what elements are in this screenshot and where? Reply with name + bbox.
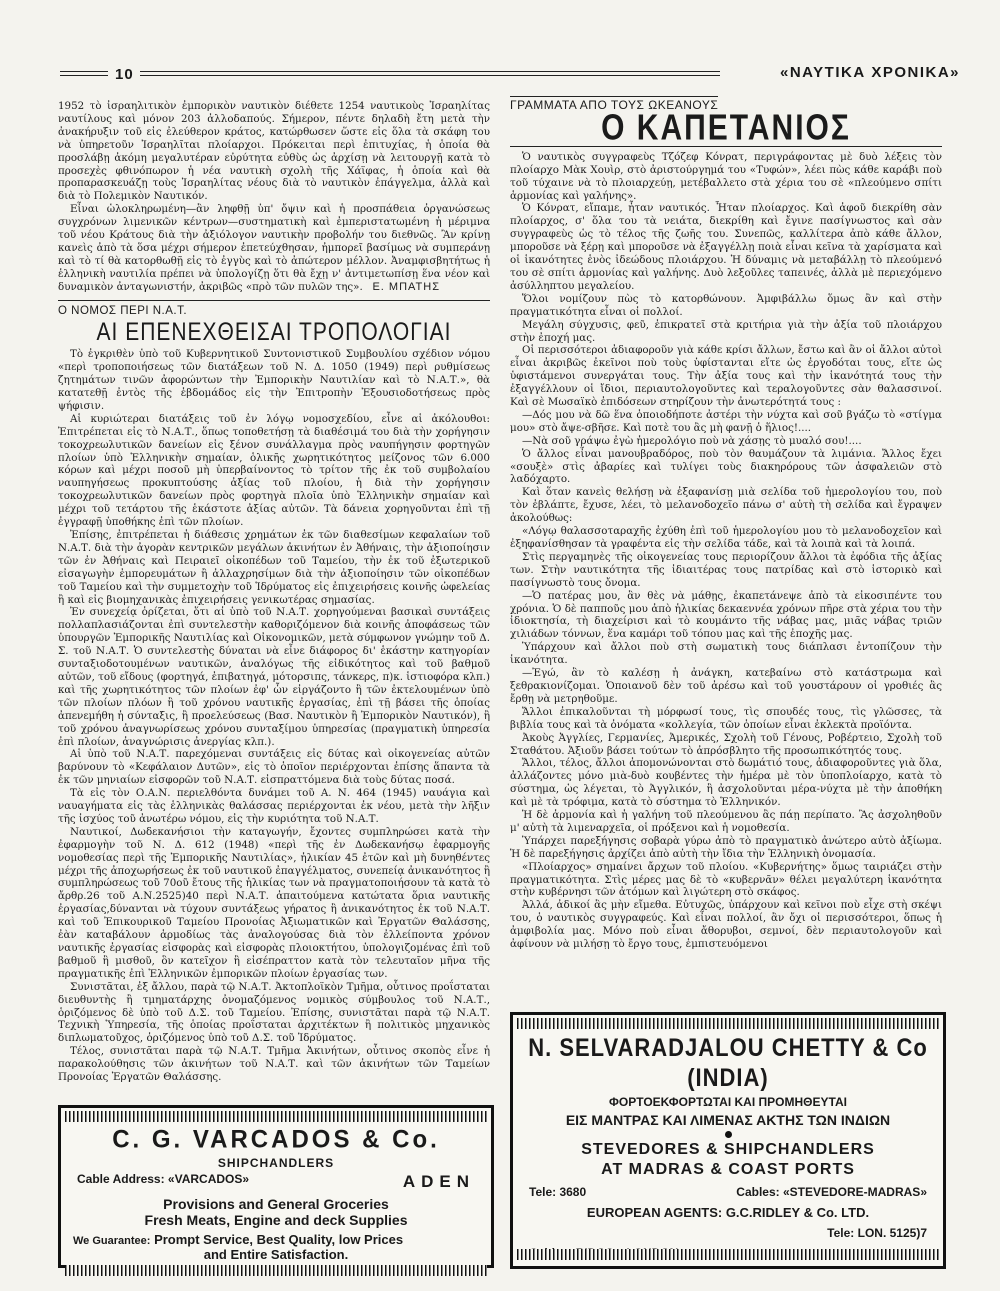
article-paragraph: Ἄλλοι ἐπικαλοῦνται τὴ μόρφωσί τους, τὶς σπουδές τους, τὶς γλῶσσες, τὰ βιβλία τους καὶ τὰ ὀνόματα «κολλεγία, τῶν ὁποίων εἶναι ἐκλεκτὰ προϊόντα. [510, 705, 942, 731]
header-rule [140, 71, 720, 76]
article-paragraph: Ἄλλοι, τέλος, ἄλλοι ἀπομονώνονται στὸ δωμάτιό τους, ἀδιαφοροῦντες γιὰ ὅλα, ἀλλάζοντες μόνο μιὰ-δυὸ κουβέντες τὴν ἡμέρα μὲ τὸν ὑποπλοίαρχο, κατὰ τὸ σύστημα, ὡς λέγεται, τὸ Ἀγγλικόν, ἢ ἀσχολοῦνται μέρα-νύχτα μὲ τὴν ἀποθήκη καὶ μὲ τὰ τρόφιμα, κατὰ τὸ σύστημα τὸ Ἑλληνικόν. [510, 757, 942, 809]
ad-line: Provisions and General Groceries [163, 1196, 389, 1212]
ad-guarantee-label: We Guarantee: [73, 1235, 151, 1247]
article-paragraph: «Λόγῳ θαλασσοταραχῆς ἐχύθη ἐπὶ τοῦ ἡμερολογίου μου τὸ μελανοδοχεῖον καὶ ἐξηφανίσθησαν τὰ γραφέντα εἰς τὴν σελίδα τάδε, καὶ τὰ λοιπὰ καὶ τὰ λοιπά. [510, 525, 942, 550]
chetty-advertisement [510, 1012, 946, 1269]
article-paragraph: Ἡ δὲ ἁρμονία καὶ ἡ γαλήνη τοῦ πλεούμενου ἂς πάῃ περίπατο. Ἂς ἀσχοληθοῦν μ' αὐτὴ τὰ λιμεναρχεῖα, οἱ πρόξενοι καὶ ἡ νομοθεσία. [510, 809, 942, 834]
article-paragraph: Τέλος, συνιστᾶται παρὰ τῷ Ν.Α.Τ. Τμῆμα Ἀκινήτων, οὗτινος σκοπὸς εἶνε ἡ παρακολούθησις τῶν ἀκινήτων τοῦ Ν.Α.Τ. καὶ τῶν ἀκινήτων τῶν Ταμείων Προνοίας Ἐργατῶν Θαλάσσης. [58, 1045, 490, 1084]
ad-greek-line: ΦΟΡΤΟΕΚΦΟΡΤΩΤΑΙ ΚΑΙ ΠΡΟΜΗΘΕΥΤΑΙ [609, 1095, 847, 1109]
ad-guarantee [61, 1232, 491, 1247]
ad-city: ADEN [402, 1172, 475, 1191]
page-number: 10 [115, 66, 134, 83]
header-rule-left [60, 71, 108, 76]
article-paragraph: Ὑπάρχει παρεξήγησις σοβαρὰ γύρω ἀπὸ τὸ πραγματικὸ ἀνώτερο αὐτὸ ἀξίωμα. Ἡ δὲ παρεξήγησις ἀρχίζει ἀπὸ αὐτὴ τὴν ἴδια τὴν Ἑλληνικὴ ὀνομασία. [510, 834, 942, 860]
article-paragraph: Ναυτικοί, Δωδεκανήσιοι τὴν καταγωγήν, ἔχοντες συμπληρώσει κατὰ τὴν ἐφαρμογὴν τοῦ Ν. Δ. 612 (1948) «περὶ τῆς ἐν Δωδεκανήσῳ ἐφαρμογῆς νομοθεσίας περὶ τῆς Ἐμπορικῆς Ναυτιλίας», ἡλικίαν 45 ἐτῶν καὶ μὴ δυνηθέντες μέχρι τῆς ἀποχωρήσεως ἐκ τοῦ ναυτικοῦ ἐπαγγέλματος, συνεπείᾳ ἀνικανότητος ἢ συμπληρώσεως τοῦ 70οῦ ἔτους τῆς ἡλικίας των νὰ πραγματοποιήσουν τὰ κατὰ τὸ ἄρθρ.26 τοῦ Α.Ν.2525)40 περὶ Ν.Α.Τ. ἀπαιτούμενα κατώτατα ὅρια ναυτικῆς ἐργασίας,δύνανται νὰ τύχουν συντάξεως γήρατος ἢ ἀνικανότητος ἐκ τοῦ Ν.Α.Τ. καὶ τοῦ Ἐπικουρικοῦ Ταμείου Προνοίας Ἀξιωματικῶν καὶ Ἐργατῶν Θαλάσσης, ἐὰν καταβάλουν ἁρμοδίως τὰς ἀναλογούσας διὰ τὸν ἐλλείποντα χρόνον ναυτικῆς ἐργασίας εἰσφορὰς καὶ εἰσφορὰς πλοιοκτήτου, ὑπολογιζομένας ἐπὶ τοῦ βαθμοῦ ἢ μισθοῦ, ὃν κατεῖχον ἢ εἰσέπραττον κατὰ τὸν τελευταῖον μῆνα τῆς πραγματικῆς ἐπὶ Ἑλληνικῶν ἐμπορικῶν πλοίων ἐργασίας των. [58, 825, 490, 980]
ad-subtitle: SHIPCHANDLERS [217, 1156, 335, 1170]
article-paragraph: Ὁ ἄλλος εἶναι μανουβραδόρος, ποὺ τὸν θαυμάζουν τὰ λιμάνια. Ἄλλος ἔχει «σουξὲ» στὶς ἀβαρίες καὶ τυλίγει τοὺς διακηρόρους τῶν ἀσφαλειῶν στὸ λαδόχαρτο. [510, 447, 942, 486]
article-paragraph: Αἱ κυριώτεραι διατάξεις τοῦ ἐν λόγῳ νομοσχεδίου, εἶνε αἱ ἀκόλουθοι: Ἐπιτρέπεται εἰς τὸ Ν.Α.Τ., ὅπως τοποθετήσῃ τὰ διαθέσιμά του διὰ τὴν χορήγησιν τοκοχρεωλυτικῶν δανείων εἰς ξένον συνάλλαγμα πρὸς ναυπήγησιν φορτηγῶν πλοίων ὑπὸ Ἑλληνικὴν σημαίαν, ὁλικῆς χωρητικότητος μείζονος τῶν 6.000 κόρων καὶ μέχρι ποσοῦ μὴ ὑπερβαίνοντος τὸ τρίτον τῆς ἐκ τοῦ συμβολαίου ναυπηγήσεως προκυπτούσης ἀξίας τοῦ πλοίου, ἡ διὰ τὴν χορήγησιν τοκοχρεωλυτικῶν δανείων πρὸς φορτηγὰ πλοῖα ὑπὸ Ἑλληνικὴν σημαίαν καὶ μέχρι τοῦ τετάρτου τῆς ἑκάστοτε ἀξίας αὐτῶν. Τὰ δάνεια χορηγοῦνται ἐπὶ τῇ ἐγγραφῇ ὑποθήκης ἐπὶ τῶν πλοίων. [58, 412, 490, 529]
ad-line: Fresh Meats, Engine and deck Supplies [144, 1212, 408, 1228]
article-paragraph: Ἀλλά, ἀδικοί ἂς μὴν εἴμεθα. Εὐτυχῶς, ὑπάρχουν καὶ κεῖνοι ποὺ εἶχε στὴ σκέψι του, ὁ ναυτικὸς συγγραφεύς. Καὶ εἶναι πολλοί, ἂν ὄχι οἱ περισσότεροι, ὅπως ἡ ἀμφιβολία μας. Μόνο ποὺ εἶναι ἄθορυβοι, σεμνοί, δὲν περιαυτολογοῦν καὶ ἀφίνουν νὰ μιλήσῃ τὸ ἔργο τους, ἐμπιστευόμενοι [510, 899, 942, 951]
article-kicker: Ο ΝΟΜΟΣ ΠΕΡΙ Ν.Α.Τ. [58, 304, 188, 317]
ad-contact-row [513, 1185, 943, 1199]
ad-english-line: AT MADRAS & COAST PORTS [601, 1161, 855, 1178]
ad-tele-london: Tele: LON. 5125)7 [827, 1226, 927, 1240]
article-paragraph: Εἶναι ὡλοκληρωμένη—ἂν ληφθῇ ὑπ' ὄψιν καὶ ἡ προσπάθεια ὀργανώσεως συγχρόνων λιμενικῶν κέντρων—συστηματικὴ καὶ ἐμπεριστατωμένη ἡ μέριμνα τοῦ νέου Κράτους διὰ τὴν ἀξιόλογον ναυτικὴν προβολήν του διεθνῶς. Ἂν κρίνῃ κανεὶς ἀπὸ τὰ ὅσα μέχρι σήμερον ἐπετεύχθησαν, ἠμπορεῖ βασίμως νὰ συμπεράνῃ καὶ τὸ τί θὰ κατορθωθῇ εἰς τὸ ἐγγὺς καὶ τὸ ἀπώτερον μέλλον. Ἀναμφισβητήτως ἡ ἑλληνικὴ ναυτιλία πρέπει νὰ ὑπολογίζῃ ὅτι θὰ ἔχῃ ν' ἀντιμετωπίσῃ ἕνα νέον καὶ δυναμικὸν ἀνταγωνιστήν, ἀκριβῶς «πρὸ τῶν πυλῶν της». [58, 203, 490, 293]
article-paragraph: Ἀκοὺς Ἀγγλίες, Γερμανίες, Ἀμερικές, Σχολὴ τοῦ Γένους, Ροβέρτειο, Σχολὴ τοῦ Σταθάτου. Ἀξιοῦν βάσει τούτων τὸ ἀπρόσβλητο τῆς προσωπικότητός τους. [510, 731, 942, 757]
right-column [510, 96, 942, 951]
ad-cable-address: Cable Address: «VARCADOS» [77, 1172, 250, 1186]
article-paragraph: Αἱ ὑπὸ τοῦ Ν.Α.Τ. παρεχόμεναι συντάξεις εἰς δύτας καὶ οἰκογενείας αὐτῶν βαρύνουν τὸ «Κεφάλαιον Δυτῶν», εἰς τὸ ὁποῖον περιέρχονται ἐπίσης ἅπαντα τὰ ἐκ τῶν μηνιαίων εἰσφορῶν τοῦ Ν.Α.Τ. εἰσπραττόμενα διὰ τοὺς δύτας ποσά. [58, 748, 490, 787]
article-paragraph: Ἐν συνεχείᾳ ὁρίζεται, ὅτι αἱ ὑπὸ τοῦ Ν.Α.Τ. χορηγούμεναι βασικαὶ συντάξεις πολλαπλασιάζονται ἐπὶ συντελεστὴν καθοριζόμενον διὰ κοινῆς ἀποφάσεως τῶν ὑπουργῶν Ἐμπορικῆς Ναυτιλίας καὶ Οἰκονομικῶν, μετὰ σύμφωνον γνώμην τοῦ Δ. Σ. τοῦ Ν.Α.Τ. Ὁ συντελεστὴς δύναται νὰ εἶνε διάφορος δι' ἑκάστην κατηγορίαν συνταξιοδοτουμένων ναυτικῶν, ἀναλόγως τῆς εἰδικότητος καὶ τοῦ βαθμοῦ αὐτῶν, τοῦ εἴδους (φορτηγά, ἐπιβατηγά, μότορσιπς, τάνκερς, π)κ. ἱστιοφόρα κλπ.) καὶ τῆς χωρητικότητος τῶν πλοίων ἐφ' ὧν εἰργάζοντο ἢ τῶν ἐκτελουμένων ὑπὸ τῶν πλοίων πλόων ἢ τοῦ χρόνου ναυτικῆς ἐργασίας, ἐπὶ τῇ βάσει τῆς ὁποίας ἀπενεμήθη ἡ σύνταξις, ἢ προελεύσεως (Βασ. Ναυτικὸν ἢ Ἐμπορικὸν Ναυτικόν), ἢ τοῦ χρόνου ἀναγνωρίσεως χρόνου συνταξίμου ὑπηρεσίας (πραγματικὴ ὑπηρεσία ἐπὶ πλοίων, ἀναγνώρισις ἀνεργίας κλπ.). [58, 606, 490, 748]
ad-greek-line: ΕΙΣ ΜΑΝΤΡΑΣ ΚΑΙ ΛΙΜΕΝΑΣ ΑΚΤΗΣ ΤΩΝ ΙΝΔΙΩΝ [565, 1112, 891, 1128]
page-header [60, 58, 960, 88]
article-paragraph: 1952 τὸ ἰσραηλιτικὸν ἐμπορικὸν ναυτικὸν διέθετε 1254 ναυτικοὺς Ἰσραηλίτας ναυτίλους καὶ μόνον 203 ἀλλοδαπούς. Σήμερον, πέντε δηλαδὴ ἔτη μετὰ τὴν ἀνακήρυξιν τοῦ εἰς ἐλεύθερον κράτος, κατώρθωσεν ὥστε εἰς ὅλα τὰ σκάφη του νὰ ὑπηρετοῦν Ἰσραηλῖται πλοίαρχοι. Πρόκειται περὶ ἐπιτυχίας, ἡ ὁποία θὰ προσλάβῃ ἀκόμη μεγαλυτέραν εὐρύτητα εὐθὺς ὡς ἀρχίσῃ νὰ λειτουργῇ κατὰ τὸ προσεχὲς φθινόπωρον ἡ νέα ναυτικὴ σχολὴ τῆς Χάϊφας, ἡ ὁποία καὶ θὰ προπαρασκευάζῃ τοὺς Ἰσραηλίτας νέους διὰ τὸ ναυτικὸν ἐπάγγελμα, ἀλλὰ καὶ διὰ τὸ Πολεμικὸν Ναυτικόν. [58, 100, 490, 203]
article-paragraph: Ὑπάρχουν καὶ ἄλλοι ποὺ στὴ σωματικὴ τους διάπλασι ἐντοπίζουν τὴν ἱκανότητα. [510, 641, 942, 667]
article-paragraph: —Ἐγώ, ἂν τὸ καλέσῃ ἡ ἀνάγκη, κατεβαίνω στὸ κατάστρωμα καὶ ξεθρακιονίζομαι. Ὁποιανοῦ δὲν τοῦ ἀρέσω καὶ τοῦ γουστάρουν οἱ γροθιές ἂς ἔρθῃ νὰ μετρηθοῦμε. [510, 667, 942, 705]
article-paragraph: —Νὰ σοῦ γράψω ἐγὼ ἡμερολόγιο ποὺ νὰ χάσῃς τὸ μυαλό σου!.... [522, 434, 862, 447]
ad-agents: EUROPEAN AGENTS: G.C.RIDLEY & Co. LTD. [586, 1205, 870, 1220]
ad-tele: Tele: 3680 [529, 1185, 587, 1199]
varcados-advertisement [58, 1105, 494, 1268]
article-headline: Ο ΚΑΠΕΤΑΝΙΟΣ [601, 108, 851, 149]
ad-border-stripe [65, 1265, 487, 1276]
ad-border-stripe [517, 1018, 939, 1029]
ad-cables: Cables: «STEVEDORE-MADRAS» [736, 1185, 927, 1199]
ad-border-stripe [517, 1249, 939, 1260]
article-paragraph: «Πλοίαρχος» σημαίνει ἄρχων τοῦ πλοίου. «Κυβερνήτης» ὅμως ταιριάζει στὴν πραγματικότητα. Στὶς μέρες μας δὲ τὸ «κυβερνᾶν» θέλει μεγαλύτερη ἱκανότητα στὴν κυβέρνησι τῶν ἀτόμων καὶ λιγώτερη στὸ σκάφος. [510, 860, 942, 899]
ad-contact-row [61, 1172, 491, 1192]
article-paragraph: Τὰ εἰς τὸν Ο.Α.Ν. περιελθόντα δυνάμει τοῦ Α. Ν. 464 (1945) ναυάγια καὶ ναυαγήματα εἰς τὰς ἑλληνικὰς θαλάσσας περιέρχονται ἐκ νέου, μετὰ τὴν λῆξιν τῆς ἰσχύος τοῦ ἀνωτέρω νόμου, εἰς τὴν κυριότητα τοῦ Ν.Α.Τ. [58, 787, 490, 825]
ad-company-name: N. SELVARADJALOU CHETTY & Co (INDIA) [528, 1033, 928, 1092]
section-divider [58, 300, 490, 301]
article-paragraph: Καὶ ὅταν κανεὶς θελήσῃ νὰ ἐξαφανίσῃ μιὰ σελίδα τοῦ ἡμερολογίου του, ποὺ τὸν ἐβλάπτε, ἔχυσε, λέει, τὸ μελανοδοχεῖο πάνω σ' αὐτὴ τὴ σελίδα καὶ ἔγραψεν ἀκολούθως: [510, 486, 942, 525]
ad-bullet [725, 1131, 732, 1138]
article-paragraph: Ὅλοι νομίζουν πὼς τὸ κατορθώνουν. Ἀμφιβάλλω ὅμως ἂν καὶ στὴν πραγματικότητα εἶναι οἱ πολλοί. [510, 292, 942, 318]
article-paragraph: Ὁ Κόνρατ, εἴπαμε, ἦταν ναυτικός. Ἦταν πλοίαρχος. Καὶ ἀφοῦ διεκρίθη σὰν πλοίαρχος, σ' ὅλα του τὰ νειάτα, διεκρίθη καὶ ἔγινε πασίγνωστος καὶ σὰν συγγραφεὺς ὡς τὸ τέλος τῆς ζωῆς του. Συνεπῶς, καλλίτερα ἀπὸ κάθε ἄλλον, μποροῦσε νὰ ξέρῃ καὶ μποροῦσε νὰ ἐξαγγέλλῃ ποιὰ εἶναι κεῖνα τὰ χαρίσματα καὶ οἱ ἱκανότητες ἑνὸς ἰδεώδους πλοιάρχου. Ἡ δύναμις νὰ μεταβάλλῃ τὸ πλεούμενό του σὲ σπίτι ἁρμονίας καὶ γαλήνης. Δυὸ λεξοῦλες ταπεινές, ἀλλὰ μὲ περιεχόμενο ἀσύλληπτου μεγαλείου. [510, 202, 942, 292]
article-paragraph: Στὶς περγαμηνὲς τῆς οἰκογενείας τους περιορίζουν ἄλλοι τὰ ἐφόδια τῆς ἀξίας των. Στὴν ναυτικότητα τῆς ἰδιαιτέρας τους πατρίδας καὶ στὸ ἱστορικὸ καὶ πασίγνωστὸ τους ὄνομα. [510, 550, 942, 589]
article-paragraph: Τὸ ἐγκριθὲν ὑπὸ τοῦ Κυβερνητικοῦ Συντονιστικοῦ Συμβουλίου σχέδιον νόμου «περὶ τροποποιήσεως τῶν διατάξεων τοῦ Ν. Δ. 1050 (1949) περὶ ρυθμίσεως ζητημάτων τινῶν ἀφορώντων τὴν Ἐμπορικὴν Ναυτιλίαν καὶ τὸ Ν.Α.Τ.», θὰ κατατεθῇ ἐντὸς τῆς ἑβδομάδος εἰς τὴν Ἐπιτροπὴν Ἐξουσιοδοτήσεως πρὸς ψήφισιν. [58, 348, 490, 412]
article-paragraph: Ὁ ναυτικὸς συγγραφεὺς Τζόζεφ Κόνρατ, περιγράφοντας μὲ δυὸ λέξεις τὸν πλοίαρχο Μὰκ Χουὶρ, στὸ ἀριστούργημά του «Τυφών», λέει πὼς κάθε καράβι ποὺ τοῦ τύχαινε νὰ τὸ πλοιαρχεύῃ, μετέβαλλετο στὰ χέρια του σὲ «πλεούμενο σπίτι ἁρμονίας καὶ γαλήνης». [510, 150, 942, 202]
article-paragraph: Ἐπίσης, ἐπιτρέπεται ἡ διάθεσις χρημάτων ἐκ τῶν διαθεσίμων κεφαλαίων τοῦ Ν.Α.Τ. διὰ τὴν ἀγορὰν κεντρικῶν μεγάλων ἀκινήτων ἐν Ἀθήναις, τὴν ἀξιοποίησιν τῶν ἐν Ἀθήναις καὶ Πειραιεῖ οἰκοπέδων τοῦ Ταμείου, τὴν ἐκ τοῦ ἐξωτερικοῦ εἰσαγωγὴν ἐμπορευμάτων ἢ ἀλλαχρησίμων διὰ τὴν ἀξιοποίησιν τῶν οἰκοπέδων τοῦ Ταμείου καὶ τὴν συμμετοχὴν τοῦ Ἱδρύματος εἰς ἐπιχειρήσεις κοινῆς ὠφελείας ἢ καὶ εἰς βιομηχανικὰς ἐπιχειρήσεις γενικωτέρας σημασίας. [58, 529, 490, 606]
ad-english-line: STEVEDORES & SHIPCHANDLERS [581, 1141, 875, 1158]
left-column [58, 100, 490, 1084]
ad-contact-row [513, 1226, 943, 1240]
ad-guarantee-text: Prompt Service, Best Quality, low Prices [154, 1232, 404, 1247]
ad-company-name: C. G. VARCADOS & Co. [112, 1125, 440, 1154]
article-paragraph: —Δός μου νὰ δῶ ἕνα ὁποιοδήποτε ἀστέρι τὴν νύχτα καὶ σοῦ βγάζω τὸ «στίγμα μου» στὸ ἄψε-σβῆσε. Καὶ ποτὲ του ἂς μὴ φανῇ ὁ ἥλιος!.... [510, 408, 942, 434]
magazine-title: «ΝΑΥΤΙΚΑ ΧΡΟΝΙΚΑ» [780, 64, 960, 81]
article-headline: ΑΙ ΕΠΕΝΕΧΘΕΙΣΑΙ ΤΡΟΠΟΛΟΓΙΑΙ [96, 318, 452, 347]
article-paragraph: —Ὁ πατέρας μου, ἂν θὲς νὰ μάθῃς, ἐκαπετάνεψε ἀπὸ τὰ εἰκοσιπέντε του χρόνια. Ὁ δὲ παπποῦς μου ἀπὸ ἡλικίας δεκαεννέα χρόνων πῆρε στὰ χέρια του τὴν ἰδιοκτησία, τὴ διαχείρισι καὶ τὸ κουμάντο τῆς νάβας μας, μιᾶς νάβας τριῶν χιλιάδων τόννων, ἕνα καμάρι τοῦ τόπου μας καὶ τῆς ἐποχῆς μας. [510, 589, 942, 641]
article-signature: Ε. ΜΠΑΤΗΣ [372, 280, 440, 293]
article-paragraph: Συνιστᾶται, ἐξ ἄλλου, παρὰ τῷ Ν.Α.Τ. Ἀκτοπλοϊκὸν Τμῆμα, οὗτινος προΐσταται διευθυντὴς ἢ τμηματάρχης ὀνομαζόμενος νομικὸς σύμβουλος τοῦ Ν.Α.Τ., ὁριζόμενος δὲ ὑπὸ τοῦ Δ.Σ. τοῦ Ταμείου. Ἐπίσης, συνιστᾶται παρὰ τῷ Ν.Α.Τ. Τεχνικὴ Ὑπηρεσία, τῆς ὁποίας προΐσταται ἀρχιτέκτων ἢ πολιτικὸς μηχανικὸς διπλωματοῦχος, ὁριζόμενος ὑπὸ τοῦ Δ.Σ. τοῦ Ἱδρύματος. [58, 980, 490, 1045]
article-paragraph: Μεγάλη σύγχυσις, φεῦ, ἐπικρατεῖ στὰ κριτήρια γιὰ τὴν ἀξία τοῦ πλοιάρχου στὴν ἐποχή μας. [510, 318, 942, 344]
article-paragraph: Οἱ περισσότεροι ἀδιαφοροῦν γιὰ κάθε κρίσι ἄλλων, ἔστω καὶ ἂν οἱ ἄλλοι αὐτοὶ εἶναι ἀκριβῶς ἐκεῖνοι ποὺ τοὺς ὑφίστανται εἴτε ὡς ἐργοδόται τους, εἴτε ὡς ὑφιστάμενοι συνεργάται τους. Τὴν ἀξία τους καὶ τὴν ἱκανότητά τους τὴν ἐξαγγέλλουν οἱ ἴδιοι, περιαυτολογοῦντες καὶ τεραλογοῦντες σὰν θαλασσινοί. Καὶ σὲ Μωσαϊκὸ ἐπιδόσεων στηρίζουν τὴν ἀνωτερότητά τους : [510, 344, 942, 409]
ad-guarantee-text-2: and Entire Satisfaction. [203, 1247, 349, 1262]
article-kicker: ΓΡΑΜΜΑΤΑ ΑΠΟ ΤΟΥΣ ΩΚΕΑΝΟΥΣ [510, 98, 719, 112]
ad-border-stripe [65, 1111, 487, 1122]
